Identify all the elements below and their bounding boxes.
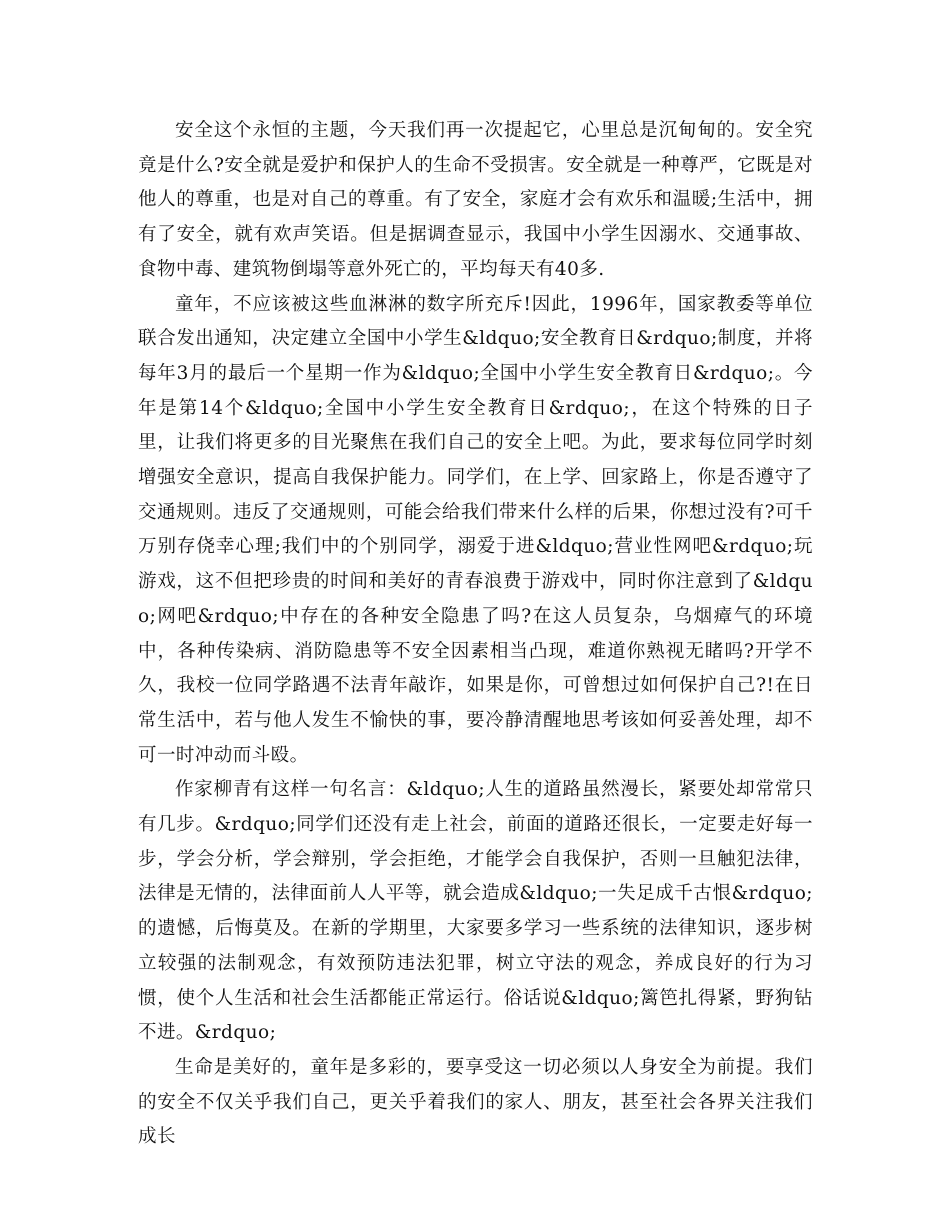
document-body — [138, 114, 813, 1155]
paragraph-3: 作家柳青有这样一句名言：&ldquo;人生的道路虽然漫长，紧要处却常常只有几步。&rdquo;同学们还没有走上社会，前面的道路还很长，一定要走好每一步，学会分析，学会辩别，学会拒绝，才能学会自我保护，否则一旦触犯法律，法律是无情的，法律面前人人平等，就会造成&ldquo;一失足成千古恨&rdquo;的遗憾，后悔莫及。在新的学期里，大家要多学习一些系统的法律知识，逐步树立较强的法制观念，有效预防违法犯罪，树立守法的观念，养成良好的行为习惯，使个人生活和社会生活都能正常运行。俗话说&ldquo;篱笆扎得紧，野狗钻不进。&rdquo; — [138, 779, 813, 1044]
paragraph-1: 安全这个永恒的主题，今天我们再一次提起它，心里总是沉甸甸的。安全究竟是什么?安全就是爱护和保护人的生命不受损害。安全就是一种尊严，它既是对他人的尊重，也是对自己的尊重。有了安全，家庭才会有欢乐和温暖;生活中，拥有了安全，就有欢声笑语。但是据调查显示，我国中小学生因溺水、交通事故、食物中毒、建筑物倒塌等意外死亡的，平均每天有40多. — [138, 120, 813, 280]
paragraph-2: 童年，不应该被这些血淋淋的数字所充斥!因此，1996年，国家教委等单位联合发出通知，决定建立全国中小学生&ldquo;安全教育日&rdquo;制度，并将每年3月的最后一个星期一作为&ldquo;全国中小学生安全教育日&rdquo;。今年是第14个&ldquo;全国中小学生安全教育日&rdquo;，在这个特殊的日子里，让我们将更多的目光聚焦在我们自己的安全上吧。为此，要求每位同学时刻增强安全意识，提高自我保护能力。同学们，在上学、回家路上，你是否遵守了交通规则。违反了交通规则，可能会给我们带来什么样的后果，你想过没有?可千万别存侥幸心理;我们中的个别同学，溺爱于进&ldquo;营业性网吧&rdquo;玩游戏，这不但把珍贵的时间和美好的青春浪费于游戏中，同时你注意到了&ldquo;网吧&rdquo;中存在的各种安全隐患了吗?在这人员复杂，乌烟瘴气的环境中，各种传染病、消防隐患等不安全因素相当凸现，难道你熟视无睹吗?开学不久，我校一位同学路遇不法青年敲诈，如果是你，可曾想过如何保护自己?!在日常生活中，若与他人发生不愉快的事，要冷静清醒地思考该如何妥善处理，却不可一时冲动而斗殴。 — [138, 293, 813, 766]
paragraph-4: 生命是美好的，童年是多彩的，要享受这一切必须以人身安全为前提。我们的安全不仅关乎我们自己，更关乎着我们的家人、朋友，甚至社会各界关注我们成长 — [138, 1056, 813, 1148]
